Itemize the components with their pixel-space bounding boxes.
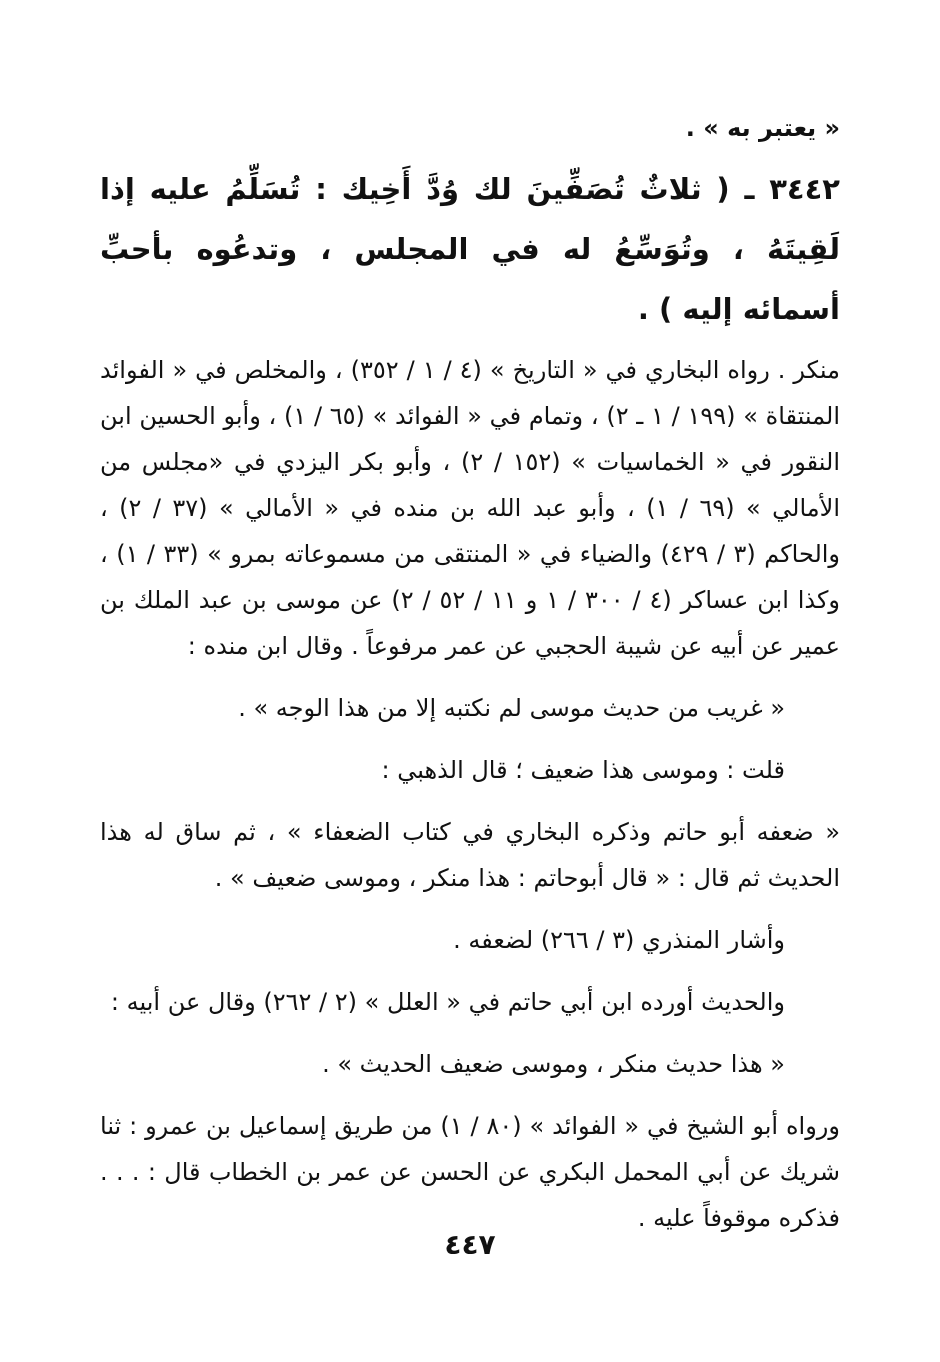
ilal-quote: « هذا حديث منكر ، وموسى ضعيف الحديث » . (322, 1050, 785, 1078)
ibn-mandah-quote: « غريب من حديث موسى لم نكتبه إلا من هذا الوجه » . (238, 694, 785, 722)
takhrij-paragraph: منكر . رواه البخاري في « التاريخ » (٤ / ١ / ٣٥٢) ، والمخلص في « الفوائد المنتقاة » (١٩٩ / ١ ـ ٢) ، وتمام في « الفوائد » (٦٥ / ١) ، وأبو الحسين ابن النقور في « الخماسيات » (١٥٢ / ٢) ، وأبو بكر اليزدي في «مجلس من الأمالي » (٦٩ / ١) ، وأبو عبد الله بن منده في « الأمالي » (٣٧ / ٢) ، والحاكم (٣ / ٤٢٩) والضياء في « المنتقى من مسموعاته بمرو » (٣٣ / ١) ، وكذا ابن عساكر (٤ / ٣٠٠ / ١ و ١١ / ٥٢ / ٢) عن موسى بن عبد الملك بن عمير عن أبيه عن شيبة الحجبي عن عمر مرفوعاً . وقال ابن منده : (100, 356, 841, 660)
dhahabi-quote: « ضعفه أبو حاتم وذكره البخاري في كتاب الضعفاء » ، ثم ساق له هذا الحديث ثم قال : « قال أبوحاتم : هذا منكر ، وموسى ضعيف » . (100, 818, 840, 892)
author-comment: قلت : وموسى هذا ضعيف ؛ قال الذهبي : (381, 756, 785, 784)
page-number: ٤٤٧ (444, 1228, 496, 1261)
ilal-note: والحديث أورده ابن أبي حاتم في « العلل » (٢ / ٢٦٢) وقال عن أبيه : (110, 988, 785, 1016)
page-body (100, 105, 840, 1241)
mundhiri-note: وأشار المنذري (٣ / ٢٦٦) لضعفه . (453, 926, 785, 954)
previous-entry-ending: « يعتبر به » . (685, 114, 840, 142)
abu-shaykh-paragraph: ورواه أبو الشيخ في « الفوائد » (٨٠ / ١) من طريق إسماعيل بن عمرو : ثنا شريك عن أبي المحمل البكري عن الحسن عن عمر بن الخطاب قال : . . . فذكره موقوفاً عليه . (100, 1112, 840, 1232)
hadith-text: ٣٤٤٢ ـ ( ثلاثٌ تُصَفِّينَ لك وُدَّ أَخِيك : تُسَلِّمُ عليه إذا لَقِيتَهُ ، وتُوَسِّعُ له في المجلس ، وتدعُوه بأحبِّ أسمائه إليه ) . (100, 172, 840, 326)
